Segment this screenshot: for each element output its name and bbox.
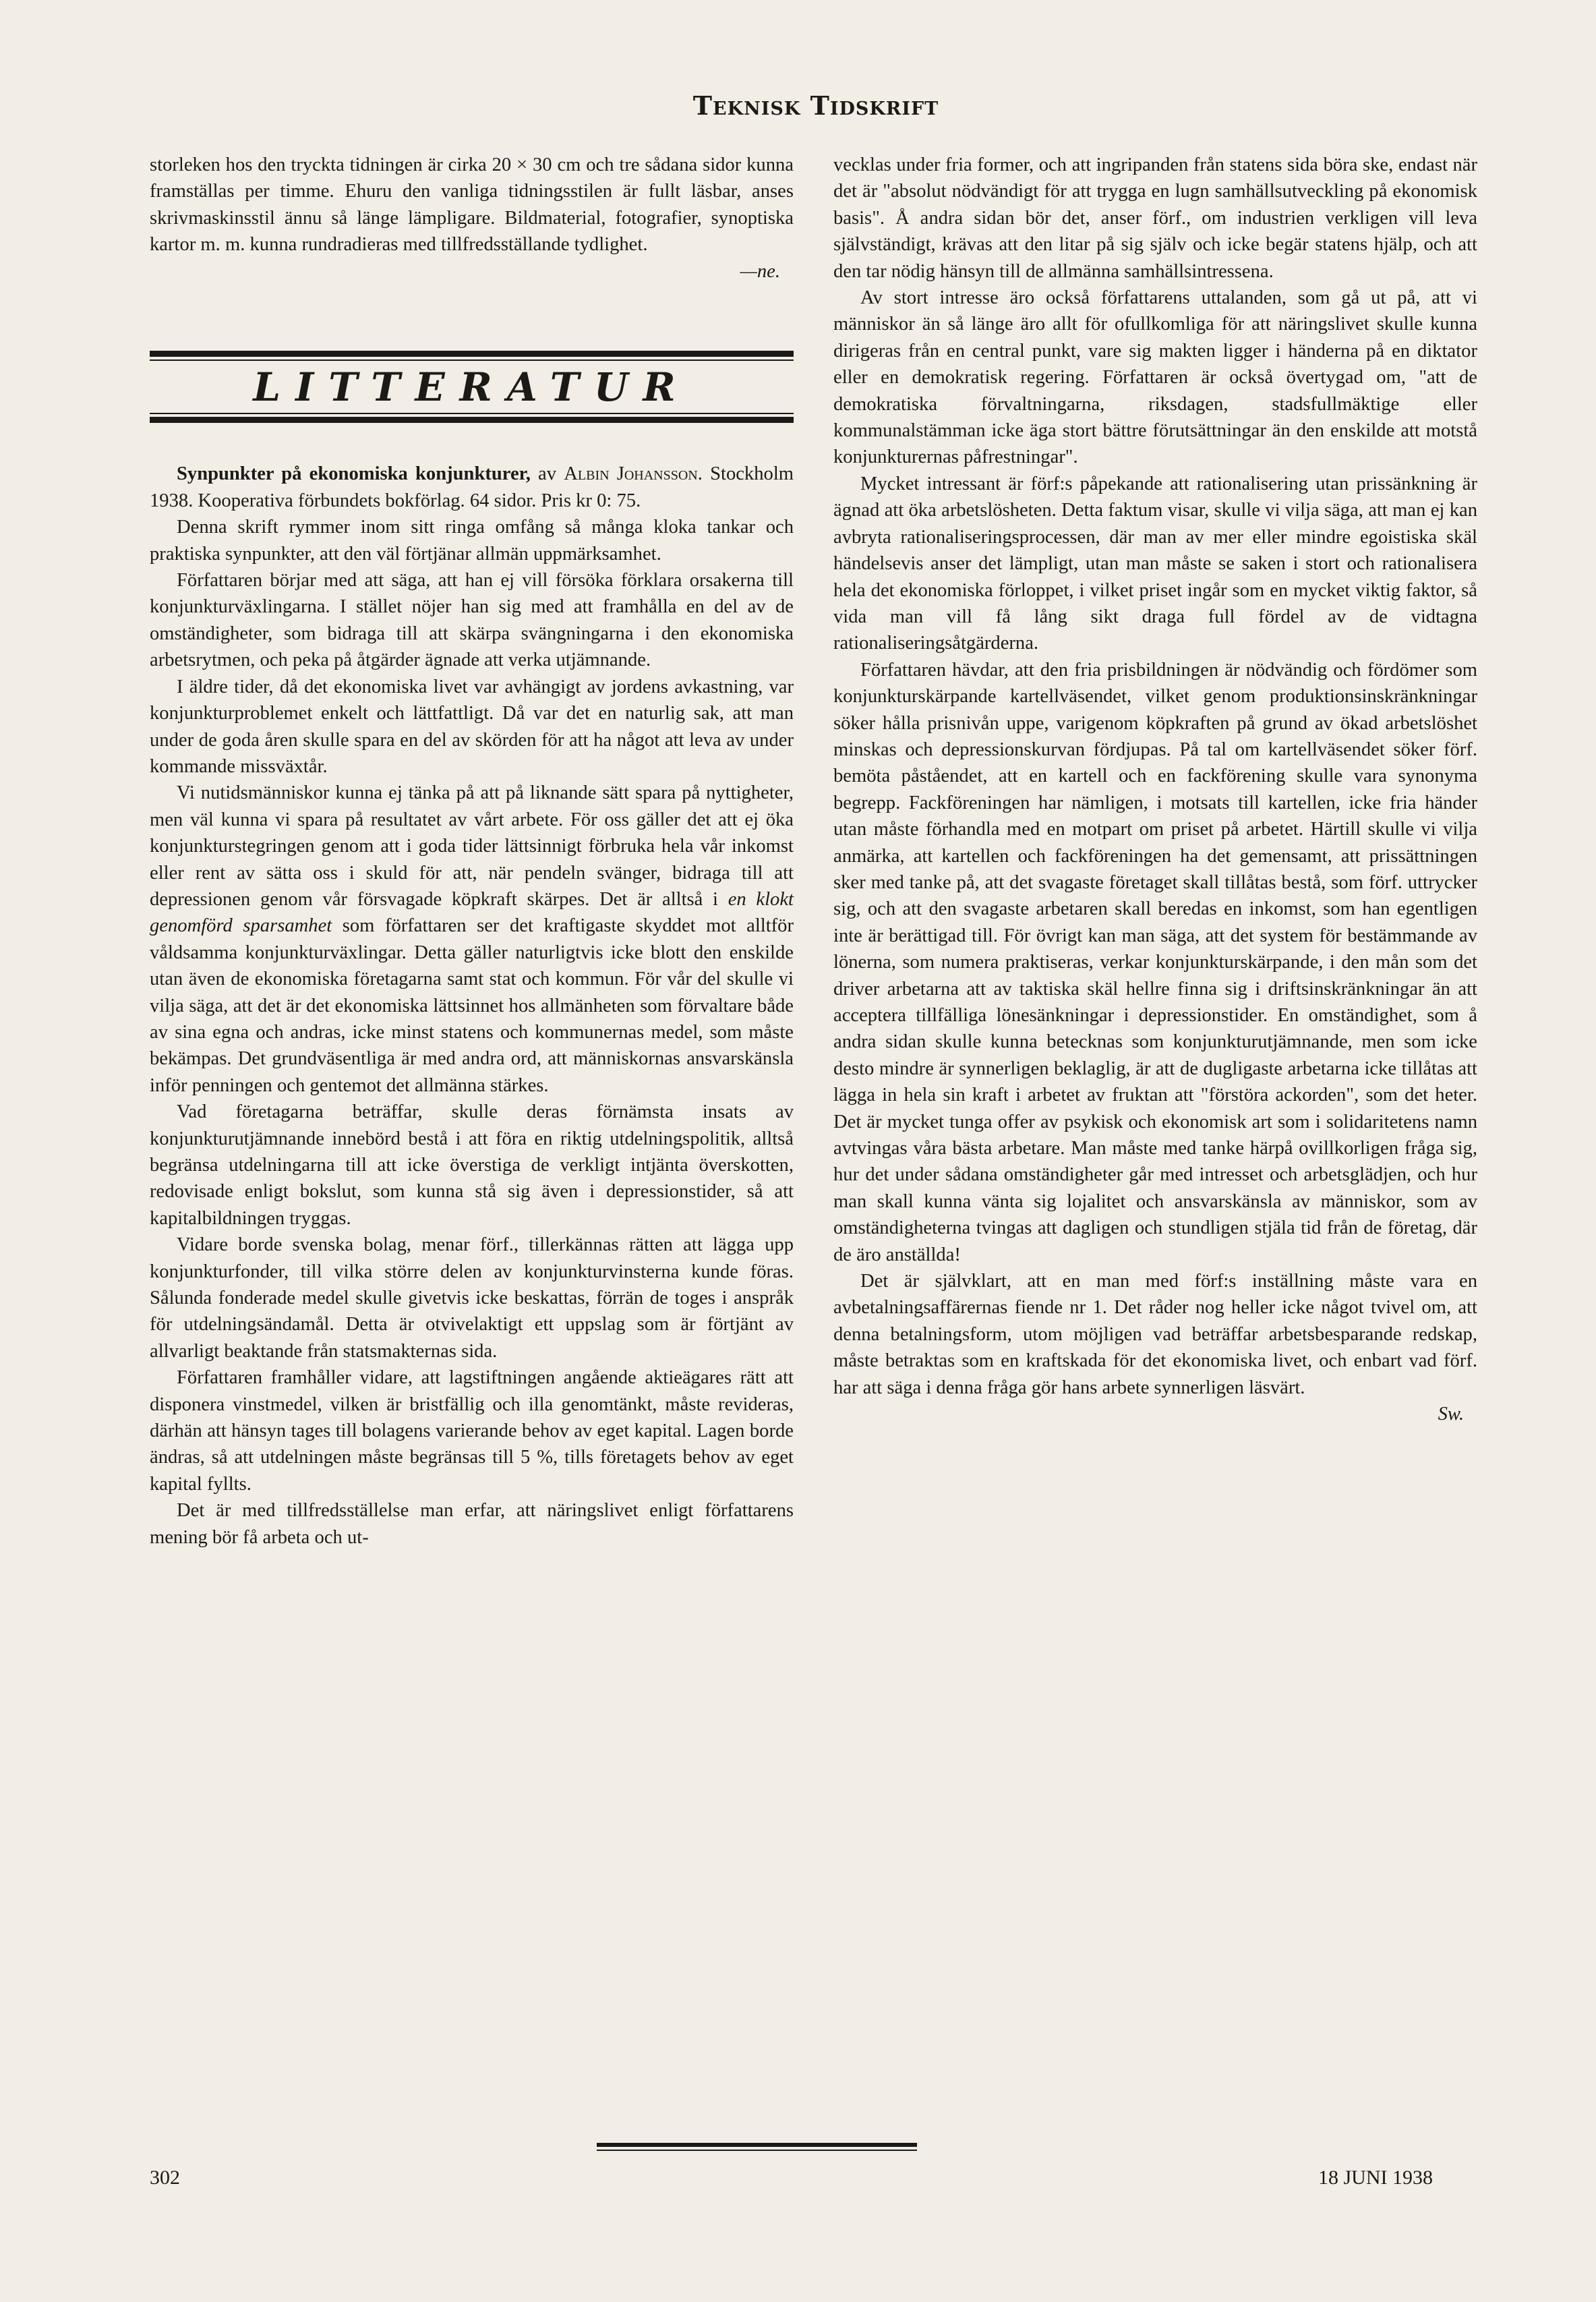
review-paragraph-emphasis bbox=[150, 780, 794, 1099]
review-heading bbox=[150, 461, 794, 514]
review-paragraph: vecklas under fria former, och att ingripanden från statens sida böra ske, endast när det är "absolut nödvändigt för att trygga en lugn samhällsutveckling på ekonomisk basis". Å andra sidan bör det, anser förf., om industrien verkligen vill leva självständigt, krävas att den litar på sig själv och icke begär statens hjälp, och att den tar nödig hänsyn till de allmänna samhällsintressena. bbox=[833, 154, 1477, 282]
review-paragraph: Författaren framhåller vidare, att lagstiftningen angående aktieägares rätt att disponera vinstmedel, vilken är bristfällig och illa genomtänkt, måste revideras, därhän att hänsyn tages till bolagens varierande behov av eget kapital. Lagen borde ändras, så att utdelningen måste begränsas till 5 %, tills företagets behov av eget kapital fyllts. bbox=[150, 1367, 794, 1495]
review-paragraph: Vidare borde svenska bolag, menar förf., tillerkännas rätten att lägga upp konjunkturfonder, till vilka större delen av konjunkturvinsterna kunde föras. Sålunda fonderade medel skulle givetvis icke beskattas, förrän de toges i anspråk för utdelningsändamål. Detta är otvivelaktigt ett uppslag som är förtjänt av allvarligt beaktande från statsmakternas sida. bbox=[150, 1234, 794, 1362]
review-paragraph: Mycket intressant är förf:s påpekande att rationalisering utan prissänkning är ägnad att öka arbetslösheten. Detta faktum visar, skulle vi vilja säga, att man ej kan avbryta rationaliseringsprocessen, där man av mer eller mindre egoistiska skäl händelsevis anser det lämpligt, utan man måste se saken i stort och rationalisera hela det ekonomiska förloppet, i vilket priset ingår som en mycket viktig faktor, så vida man vill få lång sikt draga full fördel av de vidtagna rationaliseringsåtgärderna. bbox=[833, 473, 1477, 654]
review-book-title: Synpunkter på ekonomiska konjunkturer, bbox=[177, 463, 531, 485]
review-signature: Sw. bbox=[1438, 1404, 1464, 1425]
footer-rule-thick bbox=[597, 2143, 917, 2147]
section-title: LITTERATUR bbox=[253, 364, 690, 411]
banner-rule-bottom-thin bbox=[150, 413, 794, 414]
banner-rule-top bbox=[150, 351, 794, 357]
top-article-text: storleken hos den tryckta tidningen är cirka 20 × 30 cm och tre sådana sidor kunna framställas per timme. Ehuru den vanliga tidningsstilen är fullt läsbar, anses skrivmaskinsstil ännu så länge lämpligare. Bildmaterial, fotografier, synoptiska kartor m. m. kunna rundradieras med tillfredsställande tydlighet. bbox=[150, 154, 794, 256]
review-author: Albin Johansson. bbox=[564, 463, 703, 485]
review-publication: Stockholm 1938. Kooperativa förbundets bokförlag. 64 sidor. Pris kr 0: 75. bbox=[150, 463, 794, 511]
section-banner bbox=[150, 351, 794, 423]
right-column bbox=[833, 152, 1477, 1428]
footer-rule bbox=[597, 2143, 917, 2151]
review-paragraph: Denna skrift rymmer inom sitt ringa omfång så många kloka tankar och praktiska synpunkter, att den väl förtjänar allmän uppmärksamhet. bbox=[150, 517, 794, 565]
review-paragraph: Det är med tillfredsställelse man erfar, att näringslivet enligt författarens mening bör få arbeta och ut- bbox=[150, 1500, 794, 1548]
paragraph-text: Vi nutidsmänniskor kunna ej tänka på att på liknande sätt spara på nyttigheter, men väl kunna vi spara på resultatet av vårt arbete. För oss gäller det att ej öka konjunkturstegringen genom att i goda tider lättsinnigt förbruka hela vår inkomst eller rent av sätta oss i skuld för att, när pendeln svänger, bidraga till att depressionen genom vår försvagade köpkraft skärpes. Det är alltså i bbox=[150, 782, 794, 910]
banner-rule-bottom bbox=[150, 417, 794, 423]
review-paragraph: Det är självklart, att en man med förf:s inställning måste vara en avbetalningsaffärernas fiende nr 1. Det råder nog heller icke något tvivel om, att denna betalningsform, utom möjligen vad beträffar arbetsbesparande redskap, måste betraktas som en kraftskada för det ekonomiska livet, och enbart vad förf. har att säga i denna fråga gör hans arbete synnerligen läsvärt. bbox=[833, 1271, 1477, 1398]
review-paragraph: Av stort intresse äro också författarens uttalanden, som gå ut på, att vi människor än så länge äro allt för ofullkomliga för att näringslivet skulle kunna dirigeras från en central punkt, vare sig makten ligger i händerna på en diktator eller en demokratisk regering. Författaren är också övertygad om, "att de demokratiska förvaltningarna, riksdagen, stadsfullmäktige eller kommunalstämman icke äga stort bättre förutsättningar än den enskilde att motstå konjunkturernas påfrestningar". bbox=[833, 287, 1477, 468]
top-article-signature: —ne. bbox=[740, 260, 780, 282]
emphasis-text: en klokt genomförd sparsamhet bbox=[150, 888, 794, 937]
review-paragraph: Vad företagarna beträffar, skulle deras förnämsta insats av konjunkturutjämnande innebörd bestå i att föra en riktig utdelningspolitik, alltså begränsa utdelningarna till att icke överstiga de verkligt intjänta överskotten, redovisade enligt bokslut, som kunna stå sig även i depressionstider, så att kapitalbildningen tryggas. bbox=[150, 1101, 794, 1229]
left-column bbox=[150, 152, 794, 1551]
paragraph-text: som författaren ser det kraftigaste skyddet mot alltför våldsamma konjunkturväxlingar. Detta gäller naturligtvis icke blott den enskilde utan även de ekonomiska företagarna samt stat och kommun. För vår del skulle vi vilja säga, att det är det ekonomiska lättsinnet hos allmänheten som förvaltare både av sina egna och andras, icke minst statens och kommunernas medel, som måste bekämpas. Det grundväsentliga är med andra ord, att människornas ansvarskänsla inför penningen och gentemot det allmänna stärkes. bbox=[150, 915, 794, 1096]
footer-rule-thin bbox=[597, 2150, 917, 2151]
review-by: av bbox=[538, 463, 557, 485]
page-number: 302 bbox=[150, 2166, 180, 2189]
issue-date: 18 JUNI 1938 bbox=[1318, 2166, 1433, 2189]
journal-title: Teknisk Tidskrift bbox=[692, 90, 939, 121]
review-paragraph: I äldre tider, då det ekonomiska livet var avhängigt av jordens avkastning, var konjunkturproblemet enkelt och lättfattligt. Då var det en naturlig sak, att man under de goda åren skulle spara en del av skörden för att ha något att leva av under kommande missväxtår. bbox=[150, 676, 794, 777]
review-paragraph: Författaren börjar med att säga, att han ej vill försöka förklara orsakerna till konjunkturväxlingarna. I stället nöjer han sig med att framhålla en del av de omständigheter, som bidraga till att skärpa svängningarna i den ekonomiska arbetsrytmen, och peka på åtgärder ägnade att verka utjämnande. bbox=[150, 570, 794, 671]
review-paragraph: Författaren hävdar, att den fria prisbildningen är nödvändig och fördömer som konjunkturskärpande kartellväsendet, vilket genom produktionsinskränkningar söker hålla prisnivån uppe, varigenom köpkraften på grund av ökad arbetslöshet minskas och depressionskurvan fördjupas. På tal om kartellväsendet söker förf. bemöta påståendet, att en kartell och en fackförening skulle vara synonyma begrepp. Fackföreningen har nämligen, i motsats till kartellen, icke fria händer utan måste förhandla med en motpart om priset på arbetet. Härtill skulle vi vilja anmärka, att kartellen och fackföreningen ha det gemensamt, att prissättningen sker med tanke på, att det svagaste företaget skall tillåtas bestå, som förf. uttrycker sig, och att den svagaste arbetaren skall beredas en inkomst, som han egentligen inte är berättigad till. För övrigt kan man säga, att det system för bestämmande av lönerna, som numera praktiseras, verkar konjunkturskärpande, i den mån som det driver arbetarna att av taktiska skäl hellre finna sig i driftsinskränkningar än att acceptera tillfälliga lönesänkningar i depressionstider. En omständighet, som å andra sidan skulle kunna betecknas som konjunkturutjämnande, men som icke desto mindre är synnerligen beklaglig, är att de dugligaste arbetarna icke tillåtas att lägga in hela sin kraft i arbetet av fruktan att "förstöra ackorden", som det heter. Det är mycket tunga offer av psykisk och ekonomisk art som i solidaritetens namn avtvingas våra bästa arbetare. Man måste med tanke härpå ovillkorligen fråga sig, hur det under sådana omständigheter går med intresset och arbetsglädjen, och hur man skall kunna vänta sig lojalitet och ansvarskänsla av människor, som av omständigheterna tvingas att dagligen och stundligen stjäla tid från de företag, där de äro anställda! bbox=[833, 659, 1477, 1265]
